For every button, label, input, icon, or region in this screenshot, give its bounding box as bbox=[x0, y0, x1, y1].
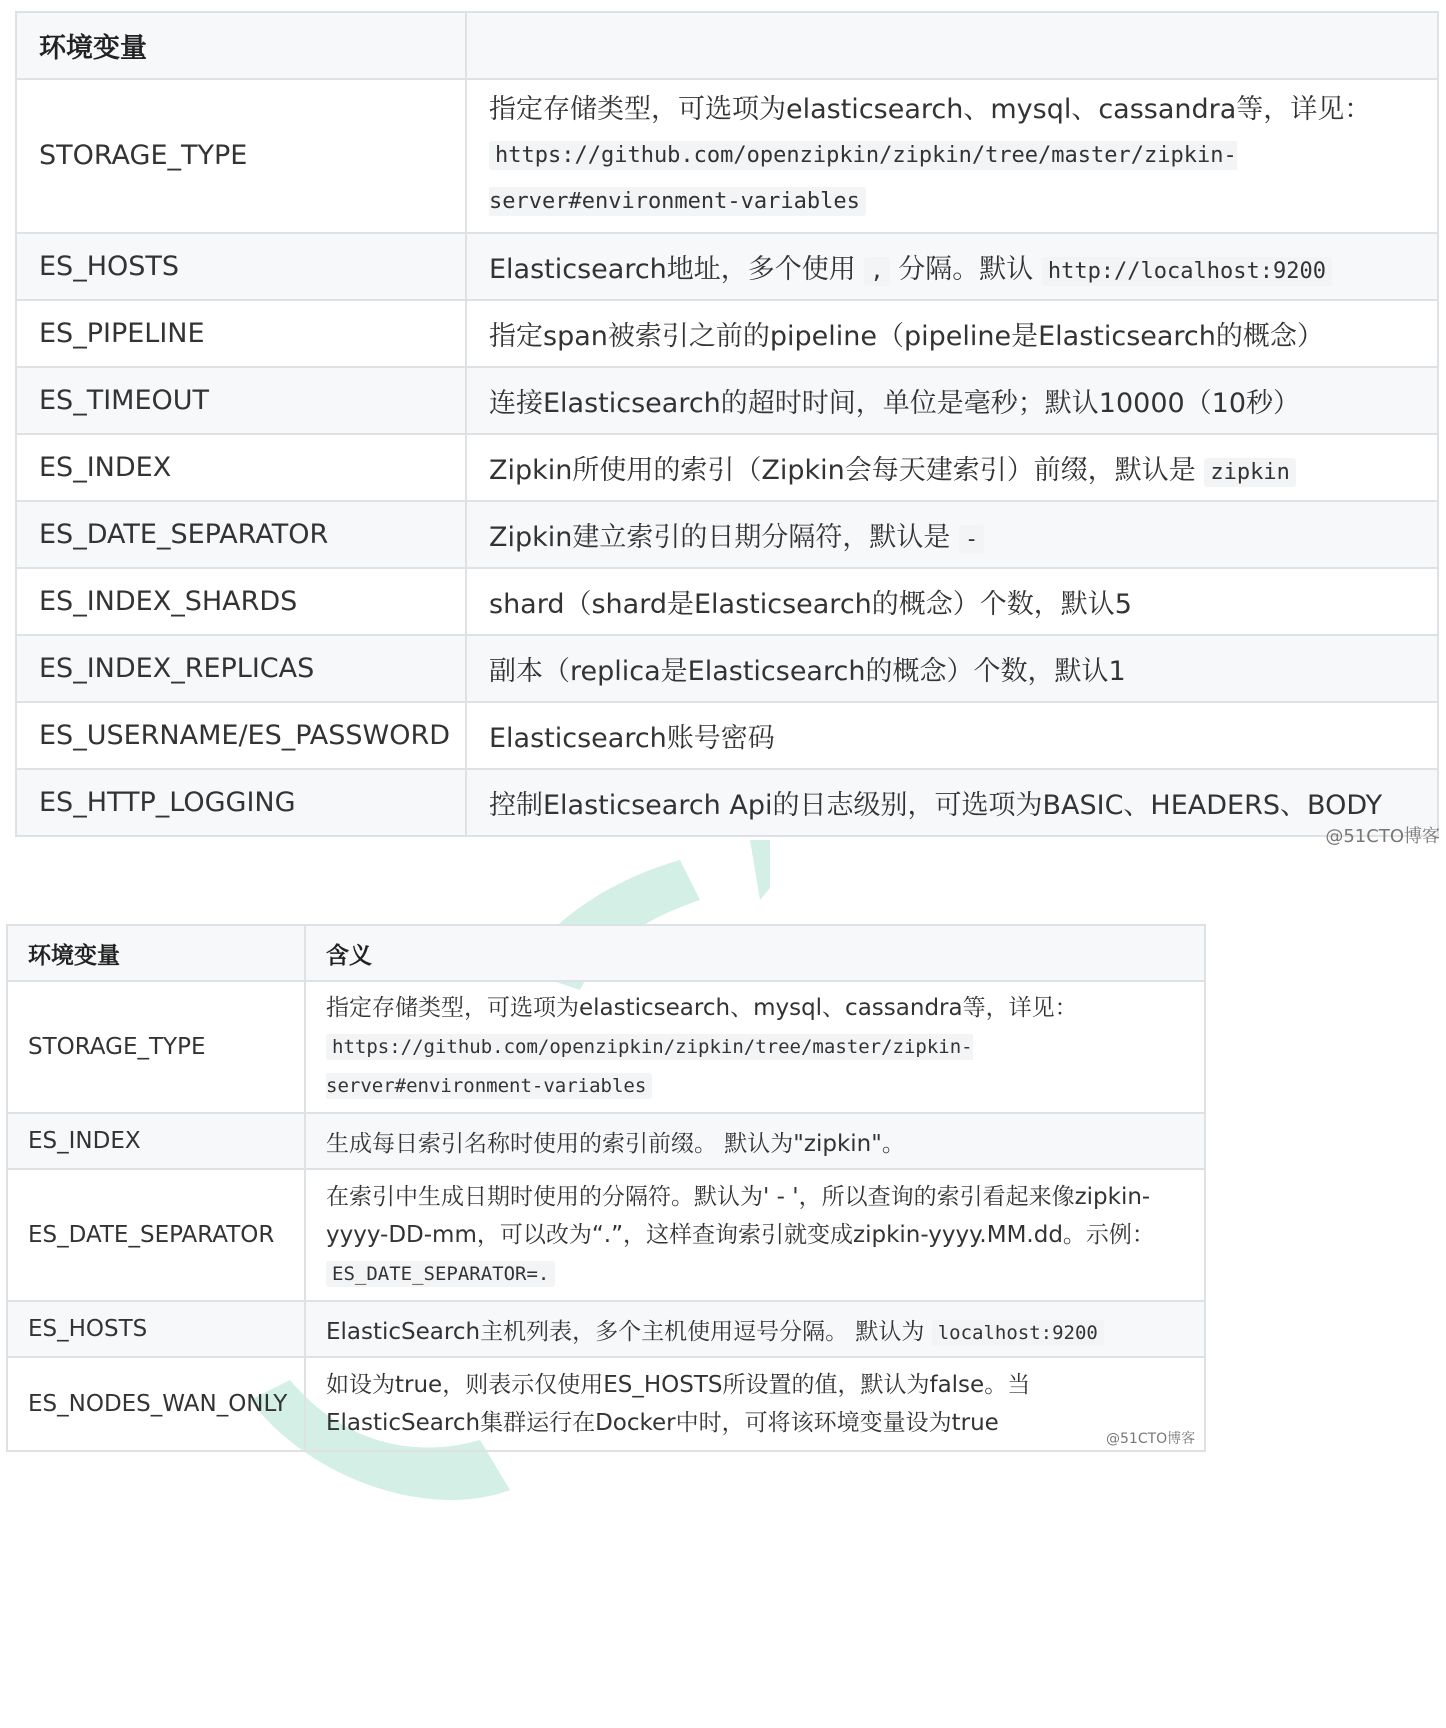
var-name: ES_TIMEOUT bbox=[16, 367, 466, 434]
code-snippet: https://github.com/openzipkin/zipkin/tree/master/zipkin-server#environment-variables bbox=[326, 1036, 973, 1097]
var-desc: 连接Elasticsearch的超时时间，单位是毫秒；默认10000（10秒） bbox=[466, 367, 1438, 434]
table-row bbox=[7, 1301, 1205, 1357]
env-vars-table-1 bbox=[15, 11, 1439, 837]
table-row bbox=[7, 981, 1205, 1113]
table-row bbox=[16, 702, 1438, 769]
var-name: ES_NODES_WAN_ONLY bbox=[7, 1357, 305, 1451]
code-snippet: http://localhost:9200 bbox=[1042, 257, 1332, 286]
var-desc: Zipkin所使用的索引（Zipkin会每天建索引）前缀，默认是 zipkin bbox=[466, 434, 1438, 501]
table-row bbox=[16, 367, 1438, 434]
var-name: ES_INDEX_REPLICAS bbox=[16, 635, 466, 702]
table-row bbox=[7, 1357, 1205, 1451]
header-env-var: 环境变量 bbox=[7, 925, 305, 981]
code-snippet: https://github.com/openzipkin/zipkin/tree/master/zipkin-server#environment-variables bbox=[489, 143, 1237, 214]
table-row bbox=[16, 79, 1438, 233]
var-name: ES_INDEX bbox=[7, 1113, 305, 1169]
code-snippet: localhost:9200 bbox=[932, 1320, 1104, 1346]
var-desc: ElasticSearch主机列表，多个主机使用逗号分隔。 默认为 localhost:9200 bbox=[305, 1301, 1205, 1357]
header-env-var: 环境变量 bbox=[16, 12, 466, 79]
table-row bbox=[7, 1113, 1205, 1169]
var-desc: 如设为true，则表示仅使用ES_HOSTS所设置的值，默认为false。当ElasticSearch集群运行在Docker中时，可将该环境变量设为true bbox=[305, 1357, 1205, 1451]
var-name: ES_USERNAME/ES_PASSWORD bbox=[16, 702, 466, 769]
var-desc: 在索引中生成日期时使用的分隔符。默认为' - '，所以查询的索引看起来像zipkin-yyyy-DD-mm，可以改为“.”，这样查询索引就变成zipkin-yyyy.MM.dd。示例： ES_DATE_SEPARATOR=. bbox=[305, 1169, 1205, 1301]
var-name: ES_HOSTS bbox=[16, 233, 466, 300]
var-desc: 指定存储类型，可选项为elasticsearch、mysql、cassandra等，详见： https://github.com/openzipkin/zipkin/tree/master/zipkin-server#environment-variables bbox=[466, 79, 1438, 233]
var-name: ES_HOSTS bbox=[7, 1301, 305, 1357]
var-desc: Zipkin建立索引的日期分隔符，默认是 - bbox=[466, 501, 1438, 568]
table-row bbox=[16, 635, 1438, 702]
watermark: @51CTO博客 bbox=[1325, 826, 1440, 847]
env-vars-table-2 bbox=[6, 924, 1206, 1452]
var-desc: Elasticsearch地址，多个使用 , 分隔。默认 http://localhost:9200 bbox=[466, 233, 1438, 300]
var-desc: 指定span被索引之前的pipeline（pipeline是Elasticsearch的概念） bbox=[466, 300, 1438, 367]
var-name: ES_DATE_SEPARATOR bbox=[16, 501, 466, 568]
var-desc: 生成每日索引名称时使用的索引前缀。 默认为"zipkin"。 bbox=[305, 1113, 1205, 1169]
var-name: ES_INDEX_SHARDS bbox=[16, 568, 466, 635]
var-name: STORAGE_TYPE bbox=[7, 981, 305, 1113]
header-meaning bbox=[466, 12, 1438, 79]
table-row bbox=[16, 568, 1438, 635]
table-row bbox=[16, 300, 1438, 367]
code-snippet: zipkin bbox=[1204, 458, 1295, 487]
table-row bbox=[16, 434, 1438, 501]
var-desc: shard（shard是Elasticsearch的概念）个数，默认5 bbox=[466, 568, 1438, 635]
var-desc: Elasticsearch账号密码 bbox=[466, 702, 1438, 769]
code-snippet: - bbox=[959, 525, 984, 554]
var-desc: 副本（replica是Elasticsearch的概念）个数，默认1 bbox=[466, 635, 1438, 702]
code-snippet: ES_DATE_SEPARATOR=. bbox=[326, 1261, 555, 1287]
table-header-row bbox=[7, 925, 1205, 981]
table-row bbox=[7, 1169, 1205, 1301]
var-name: ES_PIPELINE bbox=[16, 300, 466, 367]
table-row bbox=[16, 501, 1438, 568]
table-row bbox=[16, 233, 1438, 300]
var-name: STORAGE_TYPE bbox=[16, 79, 466, 233]
var-name: ES_INDEX bbox=[16, 434, 466, 501]
var-desc: 控制Elasticsearch Api的日志级别，可选项为BASIC、HEADERS、BODY bbox=[466, 769, 1438, 836]
var-name: ES_HTTP_LOGGING bbox=[16, 769, 466, 836]
watermark: @51CTO博客 bbox=[1106, 1431, 1196, 1447]
table-row bbox=[16, 769, 1438, 836]
var-desc: 指定存储类型，可选项为elasticsearch、mysql、cassandra等，详见： https://github.com/openzipkin/zipkin/tree/master/zipkin-server#environment-variables bbox=[305, 981, 1205, 1113]
var-name: ES_DATE_SEPARATOR bbox=[7, 1169, 305, 1301]
header-meaning: 含义 bbox=[305, 925, 1205, 981]
table-header-row bbox=[16, 12, 1438, 79]
code-snippet: , bbox=[864, 257, 889, 286]
